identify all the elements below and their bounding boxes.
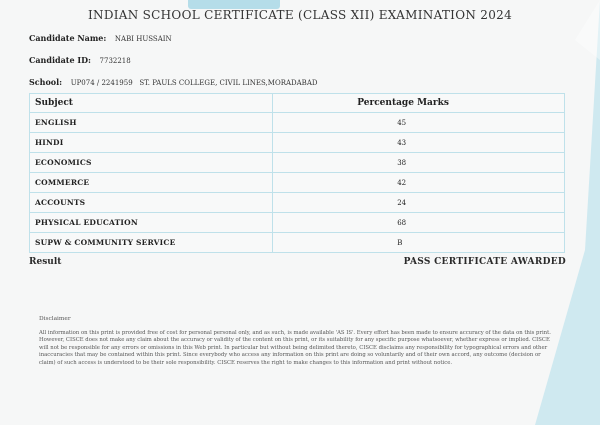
- table-row: [30, 133, 565, 153]
- table-row: [30, 193, 565, 213]
- table-row: [30, 233, 565, 253]
- marks-cell: B: [273, 233, 565, 253]
- marks-cell: 68: [273, 213, 565, 233]
- candidate-id-row: [29, 55, 131, 65]
- percentage-header: Percentage Marks: [273, 94, 565, 113]
- result-label: Result: [29, 257, 62, 267]
- table-row: [30, 213, 565, 233]
- table-row: [30, 173, 565, 193]
- subject-cell: SUPW & COMMUNITY SERVICE: [30, 233, 273, 253]
- page-title: INDIAN SCHOOL CERTIFICATE (CLASS XII) EXAMINATION 2024: [87, 8, 513, 22]
- disclaimer-text: All information on this print is provided free of cost for personal personal only, and as such, is made available 'AS IS'. Every effort has been made to ensure accuracy of the data on this print. However, CISCE does not make any claim about the accuracy or validity of the content on this print, or its suitability for any specific purpose whatsoever, whether express or implied. CISCE will not be responsible for any errors or omissions in this Web print. In particular but without being delimited thereto, CISCE disclaims any responsibility for typographical errors and other inaccuracies that may be contained within this print. Since everybody who access any information on this print are doing so voluntarily and of their own accord, any outcome (decision or claim) of such access is understood to be their sole responsibility. CISCE reserves the right to make changes to this information and print without notice.: [39, 329, 551, 366]
- subject-cell: PHYSICAL EDUCATION: [30, 213, 273, 233]
- school-value: UP074 / 2241959 ST. PAULS COLLEGE, CIVIL LINES,MORADABAD: [70, 79, 318, 87]
- subject-cell: ACCOUNTS: [30, 193, 273, 213]
- school-row: [29, 77, 318, 87]
- marks-cell: 38: [273, 153, 565, 173]
- marks-cell: 24: [273, 193, 565, 213]
- candidate-name-row: [29, 33, 172, 43]
- candidate-id-label: Candidate ID:: [29, 55, 91, 65]
- disclaimer-block: [39, 316, 557, 367]
- table-row: [30, 113, 565, 133]
- school-label: School:: [29, 77, 63, 87]
- subject-cell: ENGLISH: [30, 113, 273, 133]
- result-value: PASS CERTIFICATE AWARDED: [403, 257, 566, 267]
- marks-cell: 43: [273, 133, 565, 153]
- subject-cell: ECONOMICS: [30, 153, 273, 173]
- marks-cell: 45: [273, 113, 565, 133]
- subject-header: Subject: [30, 94, 273, 113]
- subject-cell: COMMERCE: [30, 173, 273, 193]
- subject-cell: HINDI: [30, 133, 273, 153]
- candidate-name-value: NABI HUSSAIN: [114, 35, 172, 43]
- table-header-row: [30, 94, 565, 113]
- result-row: [29, 257, 566, 267]
- table-row: [30, 153, 565, 173]
- candidate-name-label: Candidate Name:: [29, 33, 107, 43]
- candidate-id-value: 7732218: [99, 57, 131, 65]
- marks-table: [29, 93, 565, 253]
- disclaimer-title: Disclaimer: [39, 316, 71, 322]
- marks-cell: 42: [273, 173, 565, 193]
